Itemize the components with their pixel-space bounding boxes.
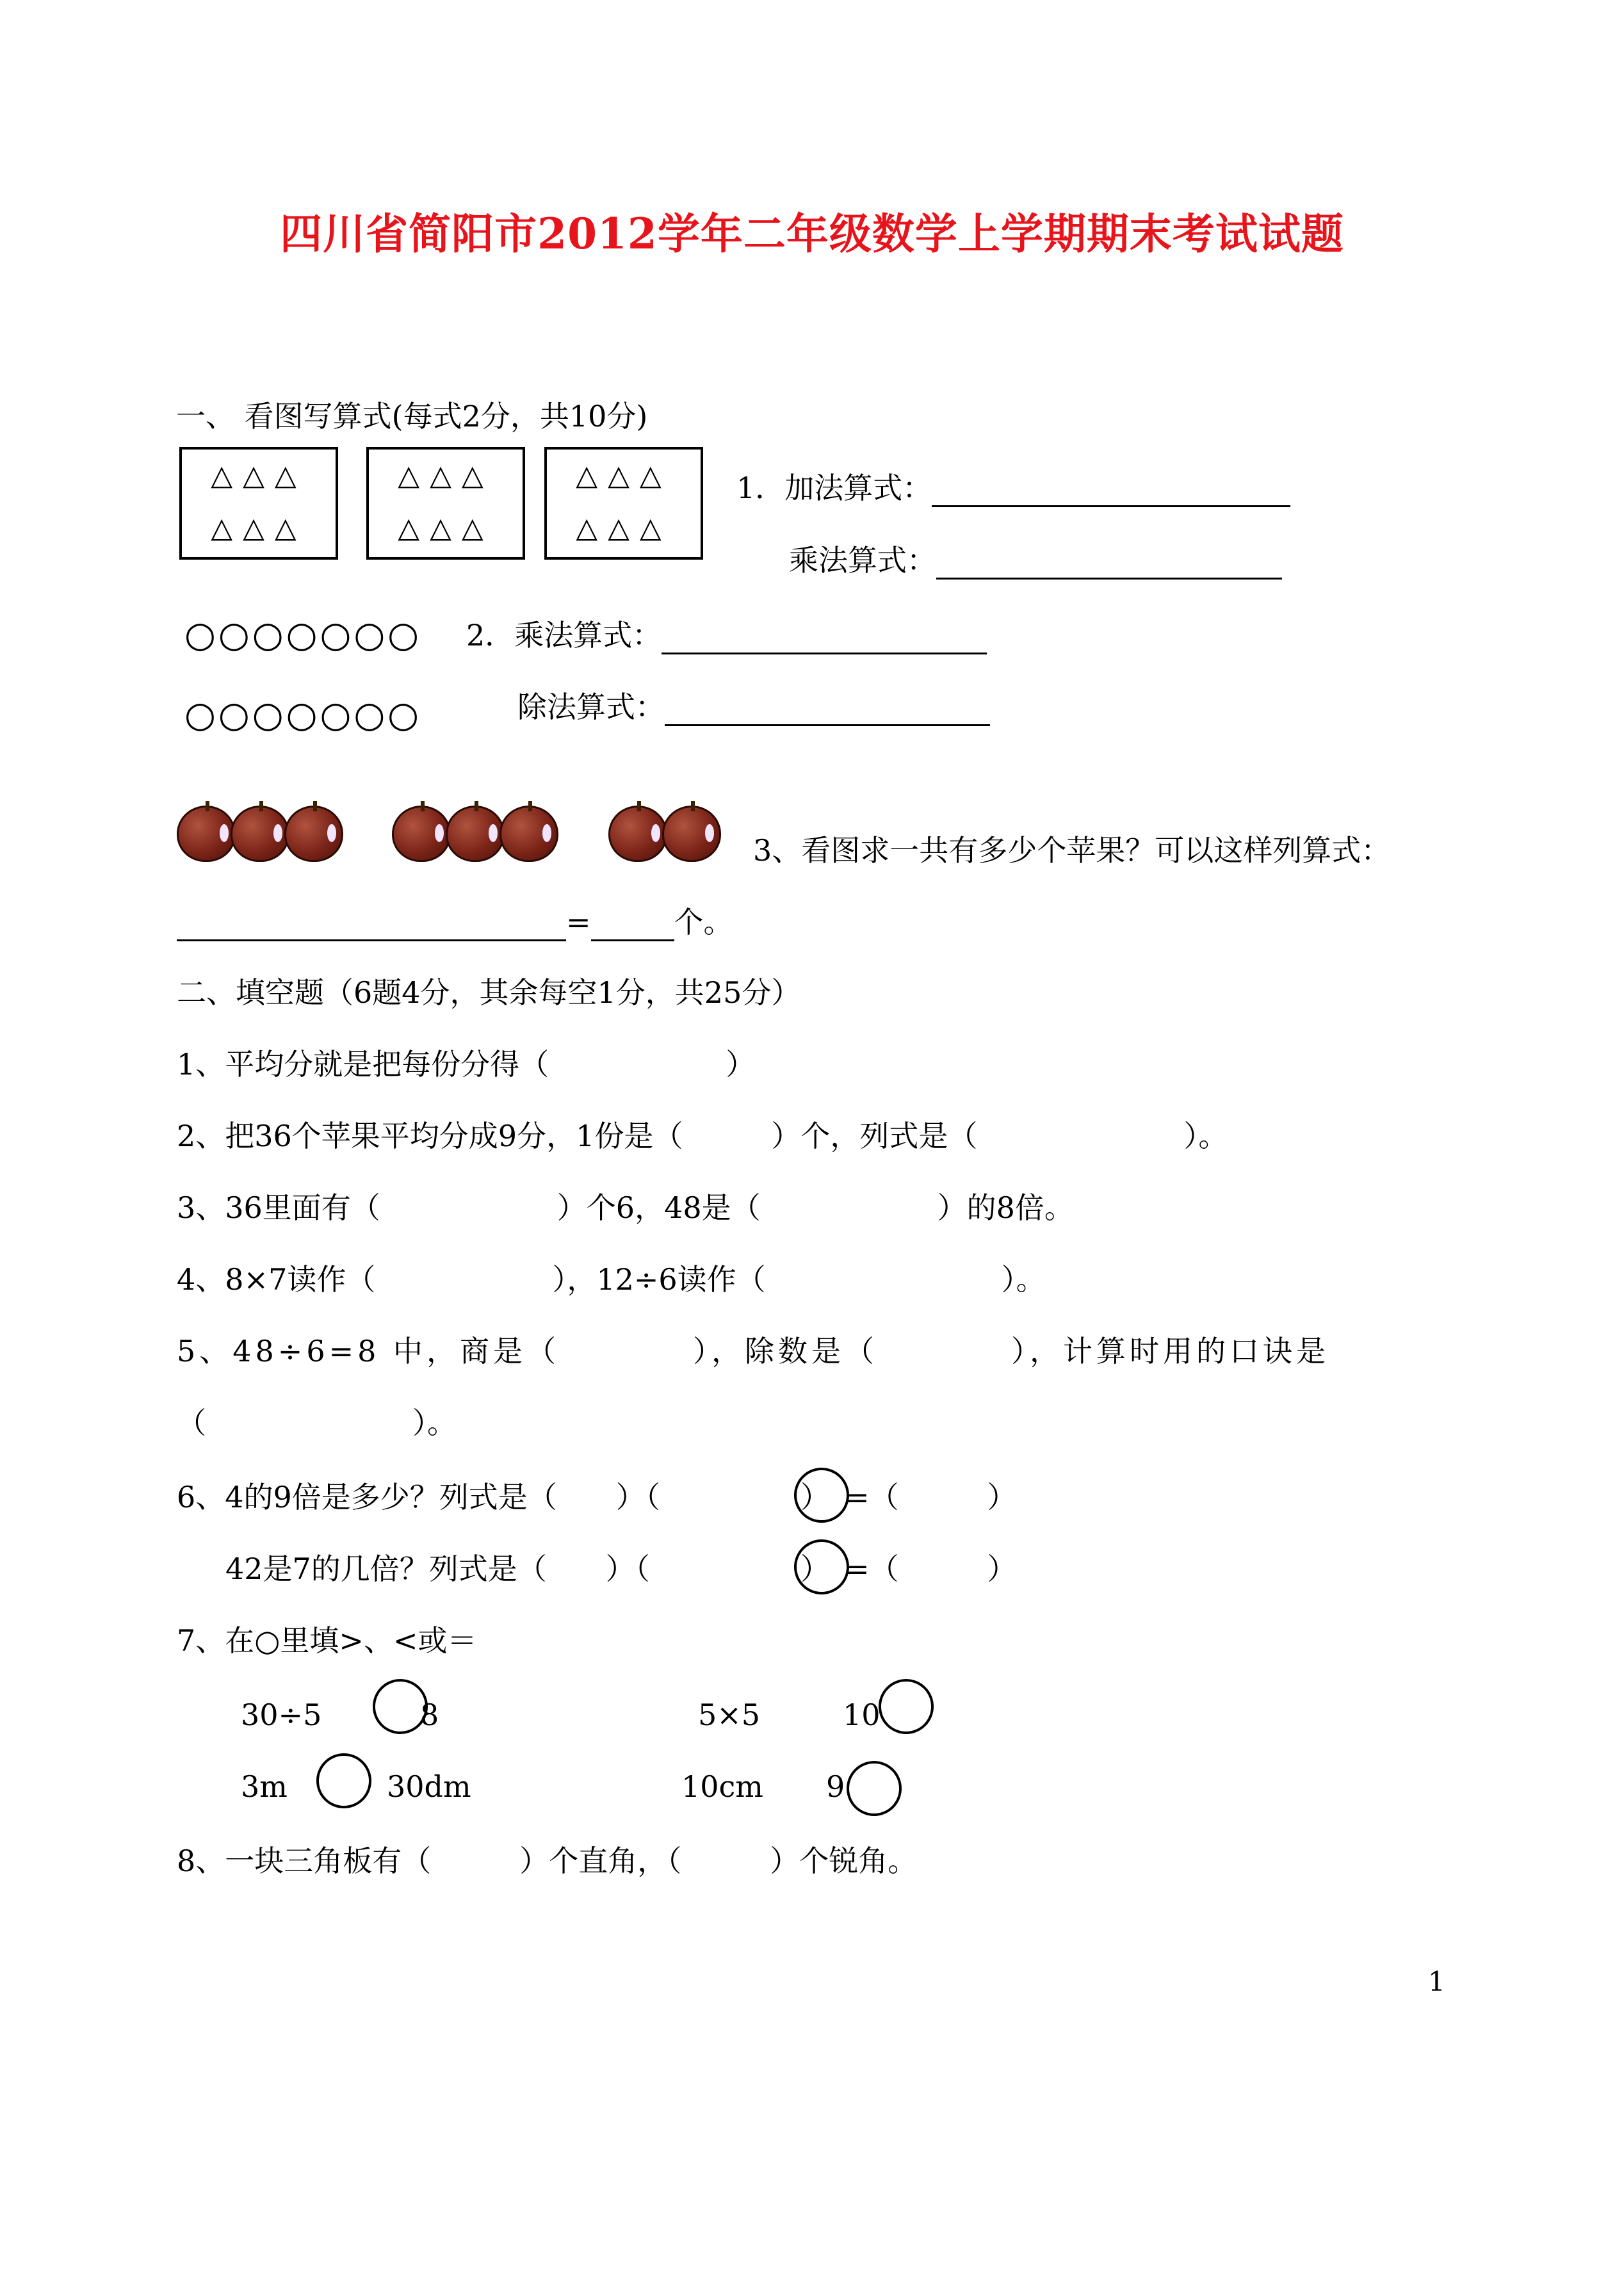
q7-d-left: 10cm <box>681 1769 763 1804</box>
apple-stem <box>259 801 263 811</box>
section2-heading: 二、填空题（6题4分，其余每空1分，共25分） <box>177 975 801 1010</box>
apple-stem <box>528 801 532 811</box>
q7-d-right: 9 <box>826 1769 845 1804</box>
apple-icon <box>446 806 505 862</box>
compare-circle[interactable] <box>316 1753 371 1808</box>
q3-equals: = <box>566 905 591 939</box>
q3-expression-blank[interactable] <box>177 914 566 941</box>
apple-stem <box>313 801 317 811</box>
q2-div-answer-blank[interactable] <box>665 699 990 726</box>
apple-icon <box>608 806 667 862</box>
fill-item-3: 3、36里面有（ ）个6，48是（ ）的8倍。 <box>177 1190 1074 1225</box>
apple-highlight <box>705 824 714 842</box>
q2-div-label: 除法算式： <box>517 690 665 724</box>
fill-item-1: 1、平均分就是把每份分得（ ） <box>177 1047 756 1082</box>
q2-mul-answer-blank[interactable] <box>662 627 987 654</box>
compare-circle[interactable] <box>879 1679 934 1734</box>
fill-item-6-line2b: ） =（ ） <box>800 1552 1017 1586</box>
q1-mul-row <box>789 541 1282 580</box>
q7-c-right: 30dm <box>387 1769 471 1804</box>
apple-highlight <box>489 824 498 842</box>
q3-result-blank[interactable] <box>591 914 674 941</box>
apple-stem <box>421 801 425 811</box>
apple-icon <box>499 806 558 862</box>
fill-item-4: 4、8×7读作（ ），12÷6读作（ ）。 <box>177 1262 1046 1297</box>
triangle-row: △△△ <box>211 512 307 544</box>
page-title: 四川省简阳市2012学年二年级数学上学期期末考试试题 <box>280 209 1344 259</box>
q7-a-left: 30÷5 <box>241 1698 322 1732</box>
apple-highlight <box>220 824 229 842</box>
apple-stem <box>475 801 478 811</box>
apple-stem <box>691 801 695 811</box>
triangle-row: △△△ <box>398 459 494 492</box>
page-number: 1 <box>1428 1966 1445 1997</box>
fill-item-6-line1a: 6、4的9倍是多少？列式是（ ）（ <box>177 1480 660 1514</box>
q2-mul-label: 2．乘法算式： <box>466 618 662 653</box>
fill-item-5-line1: 5、48÷6=8 中，商是（ ），除数是（ ），计算时用的口诀是 <box>177 1334 1330 1368</box>
apple-icon <box>392 806 451 862</box>
apple-icon <box>284 806 343 862</box>
q3-text: 3、看图求一共有多少个苹果？可以这样列算式： <box>753 833 1391 868</box>
triangle-row: △△△ <box>576 512 672 544</box>
fill-item-6-line1b: ） =（ ） <box>800 1480 1017 1514</box>
circle-row-2: ○○○○○○○ <box>184 694 422 736</box>
fill-item-7-heading: 7、在○里填>、<或＝ <box>177 1623 477 1658</box>
apple-icon <box>231 806 289 862</box>
triangle-box-3 <box>544 447 703 560</box>
triangle-box-2 <box>366 447 525 560</box>
fill-item-6-line2a: 42是7的几倍？列式是（ ）（ <box>225 1552 650 1586</box>
apple-highlight <box>542 824 551 842</box>
q1-add-row <box>736 469 1290 507</box>
q3-answer-row <box>177 903 733 941</box>
fill-item-2: 2、把36个苹果平均分成9分，1份是（ ）个，列式是（ ）。 <box>177 1119 1228 1153</box>
q1-mul-answer-blank[interactable] <box>936 552 1282 580</box>
q7-b-right: 10 <box>843 1698 881 1732</box>
triangle-box-1 <box>179 447 338 560</box>
q2-div-row <box>517 688 990 726</box>
triangle-row: △△△ <box>576 459 672 492</box>
q7-a-right: 8 <box>420 1698 439 1732</box>
apple-highlight <box>651 824 660 842</box>
apple-stem <box>206 801 209 811</box>
q7-b-left: 5×5 <box>698 1698 761 1732</box>
q1-add-answer-blank[interactable] <box>932 480 1290 507</box>
apple-icon <box>177 806 236 862</box>
q7-c-left: 3m <box>241 1769 288 1804</box>
q1-add-label: 1．加法算式： <box>736 471 932 505</box>
fill-item-8: 8、一块三角板有（ ）个直角，（ ）个锐角。 <box>177 1844 918 1878</box>
compare-circle[interactable] <box>847 1761 902 1816</box>
apple-icon <box>662 806 721 862</box>
compare-circle[interactable] <box>373 1679 428 1734</box>
section1-heading: 一、 看图写算式(每式2分，共10分) <box>176 399 648 434</box>
apple-highlight <box>435 824 444 842</box>
q3-unit: 个。 <box>674 905 733 939</box>
q2-mul-row <box>466 616 987 654</box>
triangle-row: △△△ <box>211 459 307 492</box>
fill-item-5-line2: （ ）。 <box>177 1406 457 1440</box>
circle-row-1: ○○○○○○○ <box>184 614 422 656</box>
q1-mul-label: 乘法算式： <box>789 543 936 578</box>
apple-highlight <box>273 824 282 842</box>
triangle-row: △△△ <box>398 512 494 544</box>
apple-stem <box>637 801 641 811</box>
apple-highlight <box>327 824 336 842</box>
